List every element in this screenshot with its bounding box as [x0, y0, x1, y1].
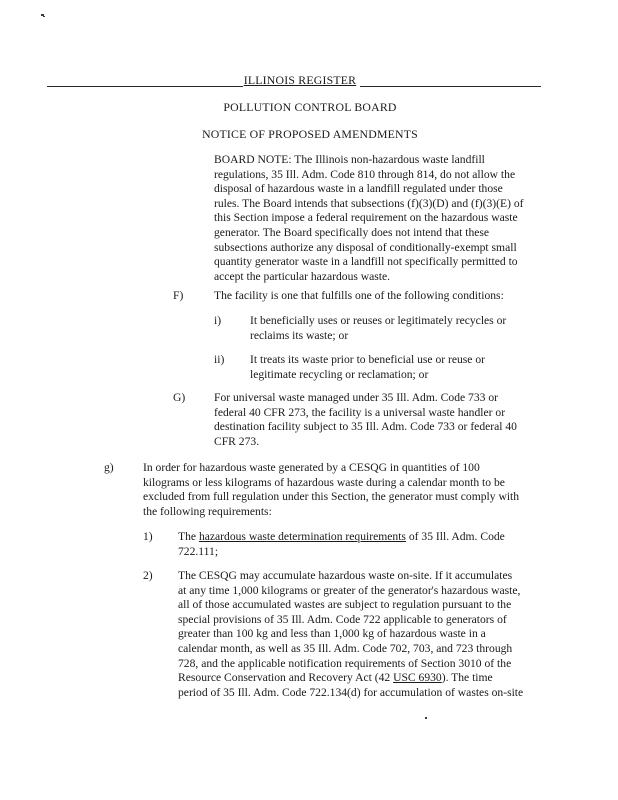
item-1-text	[178, 530, 538, 559]
scan-speck	[43, 16, 45, 17]
item-2-text	[178, 569, 546, 700]
item-g-upper-line: For universal waste managed under 35 Ill. Adm. Code 733 or	[214, 391, 498, 404]
item-f-i-label: i)	[214, 314, 222, 327]
item-g-upper-line: CFR 273.	[214, 434, 260, 448]
register-title: ILLINOIS REGISTER	[243, 73, 357, 87]
item-1-underlined: hazardous waste determination requirements	[198, 530, 406, 543]
board-note-line: BOARD NOTE: The Illinois non-hazardous waste landfill	[214, 153, 485, 166]
item-f-ii-label: ii)	[214, 353, 225, 366]
item-g-lower-line: excluded from full regulation under this Section, the generator must comply with	[143, 490, 520, 504]
item-2-line: 728, and the applicable notification requirements of Section 3010 of the	[178, 656, 512, 670]
item-2-line8-usc: USC 6930	[393, 671, 442, 685]
item-2-line: period of 35 Ill. Adm. Code 722.134(d) for accumulation of wastes on-site	[178, 685, 524, 699]
agency-title: POLLUTION CONTROL BOARD	[223, 100, 397, 114]
board-note-line: disposal of hazardous waste in a landfill regulated under those	[214, 182, 503, 196]
item-g-lower-line: the following requirements:	[143, 504, 272, 518]
item-2-label: 2)	[143, 569, 153, 582]
item-2-line8-post: ). The time	[441, 671, 493, 685]
item-2-line: all of those accumulated wastes are subject to regulation pursuant to the	[178, 598, 512, 612]
header-rule-left	[47, 86, 243, 87]
item-f-ii-line: legitimate recycling or reclamation; or	[250, 367, 429, 381]
item-g-lower-label: g)	[104, 461, 114, 474]
item-g-upper-text	[214, 391, 544, 449]
notice-title: NOTICE OF PROPOSED AMENDMENTS	[202, 127, 418, 141]
item-f-i-text	[250, 314, 540, 343]
item-1-plain: The	[178, 530, 199, 543]
board-note-line: quantity generator waste in a landfill not specifically permitted to	[214, 255, 518, 269]
board-note-line: regulations, 35 Ill. Adm. Code 810 through 814, do not allow the	[214, 167, 516, 181]
item-g-upper-line: destination facility subject to 35 Ill. Adm. Code 733 or federal 40	[214, 420, 517, 434]
item-2-line: at any time 1,000 kilograms or greater of the generator's hazardous waste,	[178, 583, 521, 597]
item-f-text: The facility is one that fulfills one of the following conditions:	[214, 289, 504, 302]
scan-speck	[425, 717, 427, 719]
item-g-upper-line: federal 40 CFR 273, the facility is a universal waste handler or	[214, 405, 506, 419]
item-f-label: F)	[173, 289, 184, 302]
item-2-line8-pre: Resource Conservation and Recovery Act (42	[178, 671, 394, 685]
board-note-line: generator. The Board specifically does not intend that these	[214, 225, 490, 239]
item-2-line: calendar month, as well as 35 Ill. Adm. Code 702, 703, and 723 through	[178, 641, 513, 655]
board-note-line: this Section impose a federal requirement on the hazardous waste	[214, 211, 518, 225]
item-g-lower-line: In order for hazardous waste generated by a CESQG in quantities of 100	[143, 461, 480, 474]
item-1-line: 722.111;	[178, 544, 219, 558]
item-1-rest: of 35 Ill. Adm. Code	[405, 530, 505, 543]
item-2-line: The CESQG may accumulate hazardous waste on-site. If it accumulates	[178, 569, 513, 582]
item-f-ii-text	[250, 353, 540, 382]
item-1-line	[178, 530, 538, 545]
header-rule-right	[360, 86, 541, 87]
item-2-line	[178, 671, 546, 686]
item-g-lower-line: kilograms or less kilograms of hazardous waste during a calendar month to be	[143, 475, 505, 489]
item-f-i-line: reclaims its waste; or	[250, 328, 349, 342]
item-1-label: 1)	[143, 530, 153, 543]
item-2-line: special provisions of 35 Ill. Adm. Code 722 applicable to generators of	[178, 612, 507, 626]
board-note-line: subsections authorize any disposal of conditionally-exempt small	[214, 240, 517, 254]
board-note	[214, 153, 544, 284]
item-f-ii-line: It treats its waste prior to beneficial use or reuse or	[250, 353, 486, 366]
item-2-line: greater than 100 kg and less than 1,000 kg of hazardous waste in a	[178, 627, 486, 641]
item-g-lower-text	[143, 461, 543, 519]
board-note-line: accept the particular hazardous waste.	[214, 269, 391, 283]
board-note-line: rules. The Board intends that subsections (f)(3)(D) and (f)(3)(E) of	[214, 196, 524, 210]
item-g-upper-label: G)	[173, 391, 186, 404]
item-f-i-line: It beneficially uses or reuses or legitimately recycles or	[250, 314, 507, 327]
